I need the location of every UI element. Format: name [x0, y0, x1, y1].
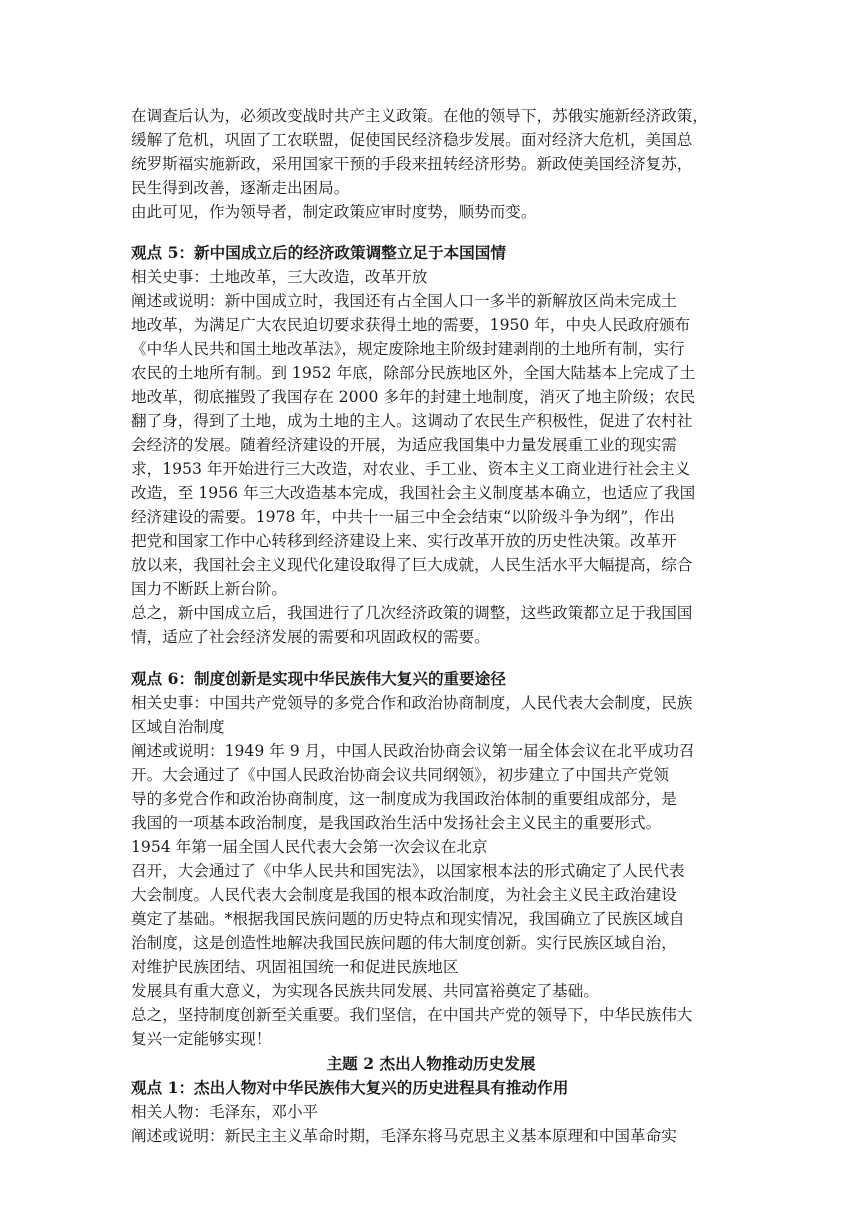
paragraph-line: 对维护民族团结、巩固祖国统一和促进民族地区 [131, 958, 459, 976]
paragraph-line: 缓解了危机，巩固了工农联盟，促使国民经济稳步发展。面对经济大危机，美国总 [131, 131, 693, 149]
paragraph-line: 地改革，为满足广大农民迫切要求获得土地的需要，1950 年，中央人民政府颁布 [131, 316, 691, 334]
section-heading: 观点 1：杰出人物对中华民族伟大复兴的历史进程具有推动作用 [131, 1078, 569, 1097]
paragraph-line: 地改革，彻底摧毁了我国存在 2000 多年的封建土地制度，消灭了地主阶级；农民 [131, 388, 696, 406]
paragraph-line: 总之，坚持制度创新至关重要。我们坚信，在中国共产党的领导下，中华民族伟大 [131, 1006, 693, 1024]
paragraph-line: 阐述或说明：新中国成立时，我国还有占全国人口一多半的新解放区尚未完成土 [131, 292, 677, 310]
paragraph-line: 大会制度。人民代表大会制度是我国的根本政治制度，为社会主义民主政治建设 [131, 886, 677, 904]
paragraph-line: 由此可见，作为领导者，制定政策应审时度势，顺势而变。 [131, 203, 537, 221]
paragraph-line: 把党和国家工作中心转移到经济建设上来、实行改革开放的历史性决策。改革开 [131, 532, 677, 550]
paragraph-line: 我国的一项基本政治制度，是我国政治生活中发扬社会主义民主的重要形式。 [131, 814, 662, 832]
paragraph-line: 农民的土地所有制。到 1952 年底，除部分民族地区外，全国大陆基本上完成了土 [131, 364, 696, 382]
paragraph-line: 《中华人民共和国土地改革法》，规定废除地主阶级封建剥削的土地所有制，实行 [131, 340, 685, 358]
paragraph-line: 相关人物：毛泽东，邓小平 [131, 1103, 319, 1121]
paragraph-line: 求，1953 年开始进行三大改造，对农业、手工业、资本主义工商业进行社会主义 [131, 460, 691, 478]
section-heading: 观点 5：新中国成立后的经济政策调整立足于本国国情 [131, 243, 506, 262]
paragraph-line: 复兴一定能够实现！ [131, 1030, 272, 1048]
paragraph-line: 会经济的发展。随着经济建设的开展，为适应我国集中力量发展重工业的现实需 [131, 436, 677, 454]
paragraph-line: 放以来，我国社会主义现代化建设取得了巨大成就，人民生活水平大幅提高，综合 [131, 556, 693, 574]
paragraph-line: 翻了身，得到了土地，成为土地的主人。这调动了农民生产积极性，促进了农村社 [131, 412, 693, 430]
paragraph-line: 导的多党合作和政治协商制度，这一制度成为我国政治体制的重要组成部分，是 [131, 790, 677, 808]
paragraph-line: 相关史事：中国共产党领导的多党合作和政治协商制度，人民代表大会制度，民族 [131, 694, 693, 712]
paragraph-line: 国力不断跃上新台阶。 [131, 580, 287, 598]
paragraph-line: 召开，大会通过了《中华人民共和国宪法》，以国家根本法的形式确定了人民代表 [131, 862, 685, 880]
paragraph-line: 1954 年第一届全国人民代表大会第一次会议在北京 [131, 838, 488, 856]
paragraph-line: 阐述或说明：新民主主义革命时期，毛泽东将马克思主义基本原理和中国革命实 [131, 1127, 677, 1145]
paragraph-line: 奠定了基础。*根据我国民族问题的历史特点和现实情况，我国确立了民族区域自 [131, 910, 685, 928]
paragraph-line: 开。大会通过了《中国人民政治协商会议共同纲领》，初步建立了中国共产党领 [131, 766, 669, 784]
paragraph-line: 在调查后认为，必须改变战时共产主义政策。在他的领导下，苏俄实施新经济政策， [131, 107, 708, 125]
paragraph-line: 情，适应了社会经济发展的需要和巩固政权的需要。 [131, 628, 490, 646]
paragraph-line: 区域自治制度 [131, 718, 225, 736]
paragraph-line: 总之，新中国成立后，我国进行了几次经济政策的调整，这些政策都立足于我国国 [131, 604, 693, 622]
paragraph-line: 改造，至 1956 年三大改造基本完成，我国社会主义制度基本确立，也适应了我国 [131, 484, 696, 502]
paragraph-line: 经济建设的需要。1978 年，中共十一届三中全会结束“以阶级斗争为纲”，作出 [131, 508, 675, 526]
theme-title: 主题 2 杰出人物推动历史发展 [326, 1054, 536, 1073]
section-heading: 观点 6：制度创新是实现中华民族伟大复兴的重要途径 [131, 669, 506, 688]
paragraph-line: 相关史事：土地改革，三大改造，改革开放 [131, 268, 428, 286]
paragraph-line: 阐述或说明：1949 年 9 月，中国人民政治协商会议第一届全体会议在北平成功召 [131, 742, 695, 760]
paragraph-line: 治制度，这是创造性地解决我国民族问题的伟大制度创新。实行民族区域自治， [131, 934, 677, 952]
paragraph-line: 民生得到改善，逐渐走出困局。 [131, 179, 350, 197]
paragraph-line: 发展具有重大意义，为实现各民族共同发展、共同富裕奠定了基础。 [131, 982, 599, 1000]
paragraph-line: 统罗斯福实施新政，采用国家干预的手段来扭转经济形势。新政使美国经济复苏， [131, 155, 693, 173]
